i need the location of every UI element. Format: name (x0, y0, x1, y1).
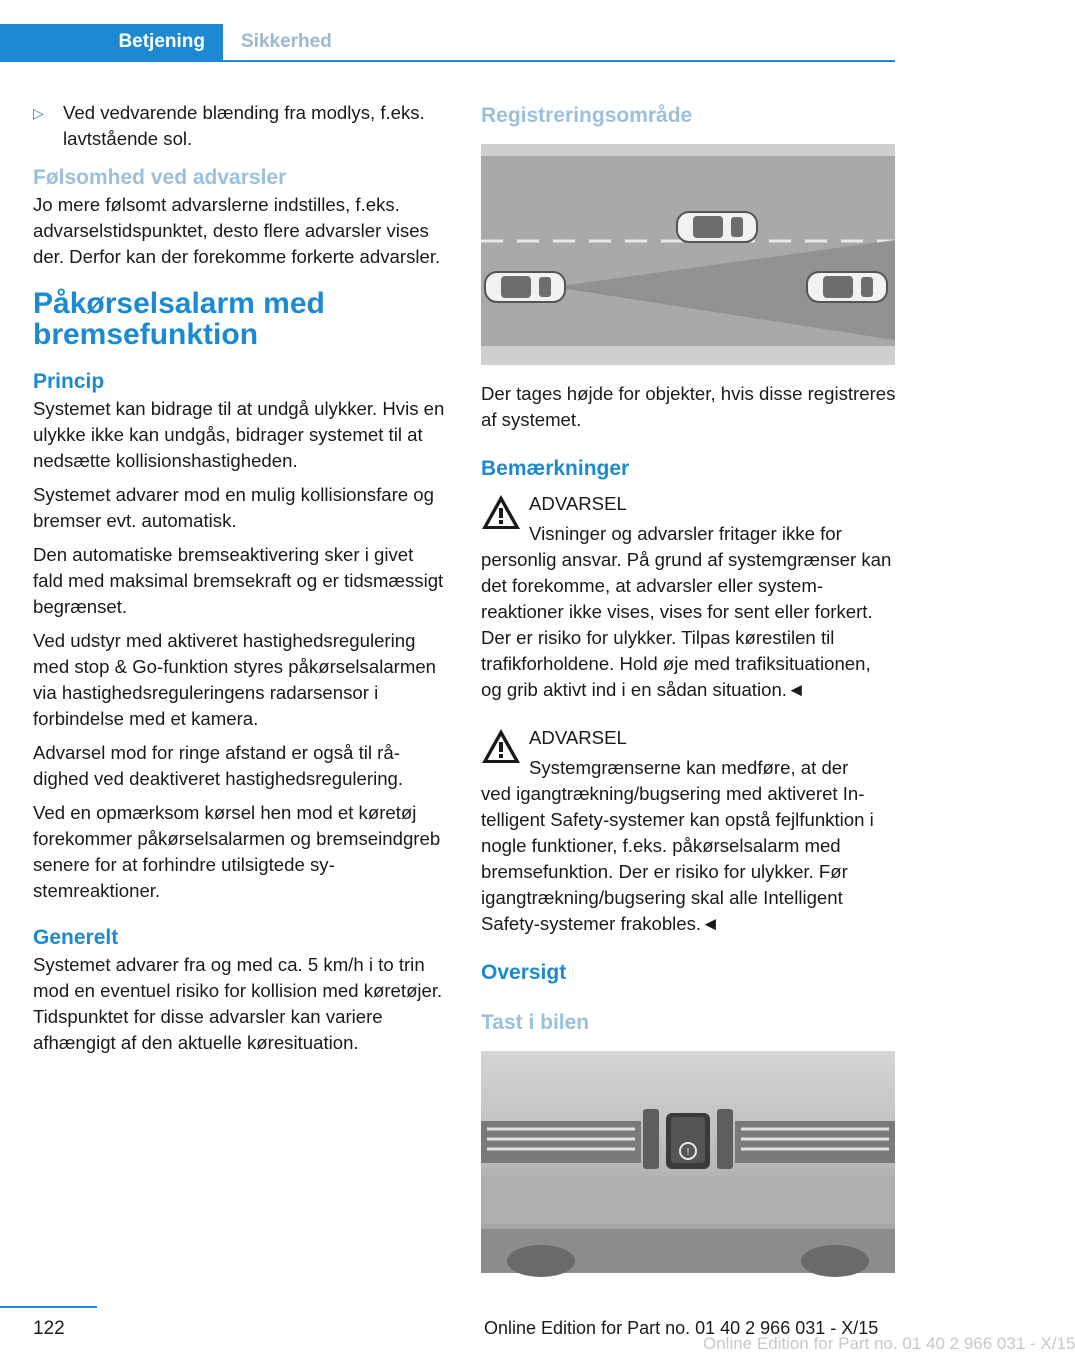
chapter-heading: Påkørselsalarm med bremsefunktion (33, 287, 325, 351)
tab-sikkerhed[interactable]: Sikkerhed (241, 31, 332, 52)
overview-heading: Oversigt (481, 961, 567, 984)
edition-text: Online Edition for Part no. 01 40 2 966 031 - X/15 (484, 1318, 879, 1338)
dashboard-illustration (481, 1051, 895, 1273)
sensitivity-heading: Følsomhed ved advarsler (33, 166, 287, 189)
tab-betjening[interactable]: Betjening (0, 24, 223, 60)
footer-rule (0, 1306, 97, 1308)
button-heading: Tast i bilen (481, 1011, 590, 1034)
principle-paragraph: Ved en opmærksom kørsel hen mod et køretøj forekommer påkørselsalarmen og bremseindgreb senere for at forhindre utilsigtede systemreaktioner. (33, 802, 441, 901)
page-header (0, 0, 960, 62)
warning-title: ADVARSEL (529, 493, 627, 514)
general-text: Systemet advarer fra og med ca. 5 km/h i to trin mod en eventuel risiko for kollision med køretøjer. Tidspunktet for disse advarsler kan variere afhængigt af den aktuelle køresituation. (33, 954, 443, 1053)
left-column (33, 100, 448, 1064)
watermark-text: Online Edition for Part no. 01 40 2 966 031 - X/15 (703, 1334, 1075, 1353)
warning-block (481, 725, 896, 937)
bullet-text: Ved vedvarende blænding fra modlys, f.eks. lavtstående sol. (63, 102, 425, 149)
warning-text: ved igangtrækning/bugsering med aktiveret Intelligent Safety-systemer kan opstå fejlfunktion i nogle funktioner, f.eks. påkørselsalarm med bremsefunktion. Der er risiko for ulykker. Før igangtrækning/bugsering skal alle Intelligent Safety-systemer frakobles.◄ (481, 783, 874, 934)
warning-block (481, 491, 896, 703)
detection-area-illustration (481, 144, 895, 365)
warning-text: personlig ansvar. På grund af systemgrænser kan det forekomme, at advarsler eller systemreaktioner ikke vises, vises for sent eller forkert. Der er risiko for ulykker. Tilpas kørestilen til trafikforholdene. Hold øje med trafiksituationen, og grib aktivt ind i en sådan situation.◄ (481, 549, 892, 700)
road-diagram (481, 144, 895, 365)
principle-heading: Princip (33, 370, 105, 393)
principle-paragraph: Den automatiske bremseaktivering sker i givet fald med maksimal bremsekraft og er tidsmæssigt begrænset. (33, 544, 444, 617)
warning-triangle-icon (481, 727, 521, 765)
sensitivity-text: Jo mere følsomt advarslerne indstilles, f.eks. advarselstidspunktet, desto flere advarsler vises der. Derfor kan der forekomme forkerte advarsler. (33, 194, 441, 267)
page-number: 122 (33, 1318, 65, 1339)
warning-first-line: Systemgrænserne kan medføre, at der (529, 757, 849, 778)
principle-paragraph: Advarsel mod for ringe afstand er også til rådighed ved deaktiveret hastighedsregulering. (33, 742, 404, 789)
detection-heading: Registreringsområde (481, 104, 693, 127)
car-icon (677, 212, 757, 242)
notes-heading: Bemærkninger (481, 457, 630, 480)
list-item (33, 100, 448, 152)
general-heading: Generelt (33, 926, 119, 949)
header-rule (0, 60, 895, 62)
warning-triangle-icon (481, 493, 521, 531)
svg-text:!: ! (685, 1147, 691, 1158)
dashboard-button-photo (481, 1051, 895, 1273)
car-icon (807, 272, 887, 302)
car-icon (485, 272, 565, 302)
principle-paragraph: Systemet kan bidrage til at undgå ulykker. Hvis en ulykke ikke kan undgås, bidrager systemet til at nedsætte kollisionshastigheden. (33, 398, 445, 471)
detection-caption: Der tages højde for objekter, hvis disse registreres af systemet. (481, 383, 896, 430)
right-column (481, 100, 896, 1273)
principle-paragraph: Ved udstyr med aktiveret hastighedsregulering med stop & Go-funktion styres påkørselsalarmen via hastighedsreguleringens radarsensor i forbindelse med et kamera. (33, 630, 437, 729)
warning-title: ADVARSEL (529, 727, 627, 748)
warning-first-line: Visninger og advarsler fritager ikke for (529, 523, 842, 544)
principle-paragraph: Systemet advarer mod en mulig kollisionsfare og bremser evt. automatisk. (33, 484, 434, 531)
triangle-bullet-icon: ▷ (33, 105, 44, 121)
